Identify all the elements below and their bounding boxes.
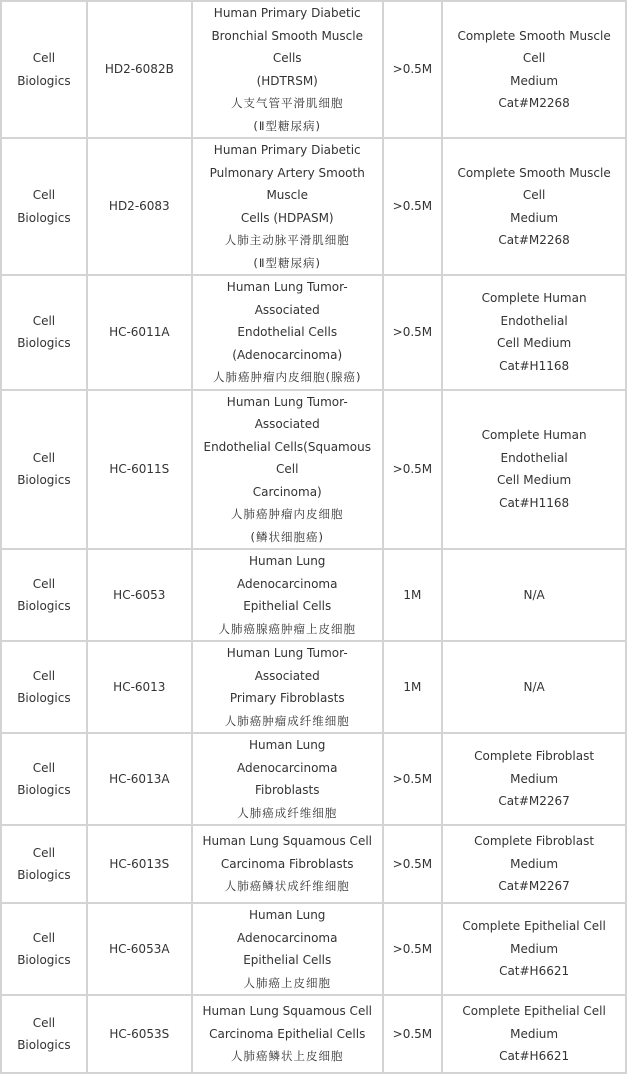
quantity: >0.5M [392,62,433,77]
product-name-en: (HDTRSM) [256,73,318,88]
catalog-number: HC-6013S [109,856,170,871]
supplier-text: Biologics [17,1038,71,1052]
supplier-text: Biologics [17,691,71,705]
product-name-en: Human Lung Adenocarcinoma [236,738,338,775]
quantity: >0.5M [392,199,433,214]
supplier-cell [2,391,86,549]
catalog-number-cell [88,550,191,640]
medium-cell [443,550,625,640]
supplier-text: Cell [32,313,56,328]
medium-text: Medium [510,210,559,225]
product-name-cell [193,826,382,902]
product-name-cn: 人肺癌腺癌肿瘤上皮细胞 [218,621,356,636]
product-name-cn: 人肺癌肿瘤成纤维细胞 [224,713,350,728]
quantity: 1M [403,587,422,602]
supplier-text: Biologics [17,953,71,967]
quantity-cell [384,826,442,902]
product-name-cn: 人肺癌鳞状上皮细胞 [230,1049,344,1064]
product-name-en: Human Lung Squamous Cell [202,1004,372,1019]
catalog-number-cell [88,826,191,902]
catalog-number-cell [88,734,191,824]
product-name-en: Human Lung Tumor-Associated [226,646,348,683]
product-name-en: Epithelial Cells [243,953,332,967]
medium-cell [443,276,625,389]
product-name-cell [193,996,382,1072]
catalog-number-cell [88,904,191,994]
product-table-body [2,2,625,1072]
product-name-cell [193,276,382,389]
product-name-cell [193,391,382,549]
product-name-cn: 人肺主动脉平滑肌细胞 [224,233,350,247]
supplier-cell [2,550,86,640]
supplier-cell [2,139,86,274]
supplier-cell [2,2,86,137]
medium-text: Cat#M2267 [498,794,570,809]
table-row [2,904,625,994]
quantity: >0.5M [392,462,433,476]
catalog-number: HC-6011S [109,462,170,476]
quantity: >0.5M [392,771,433,786]
medium-text: Cell Medium [496,336,572,351]
quantity-cell [384,996,442,1072]
product-name-en: Human Lung Tumor-Associated [226,280,348,317]
product-name-en: Human Primary Diabetic [213,143,361,157]
table-row [2,996,625,1072]
table-row [2,826,625,902]
product-name-en: Fibroblasts [254,783,320,797]
supplier-cell [2,642,86,732]
catalog-number: HD2-6082B [104,62,174,77]
medium-cell [443,139,625,274]
product-name-en: Human Lung Adenocarcinoma [236,554,338,591]
table-row [2,734,625,824]
medium-cell [443,2,625,137]
supplier-text: Biologics [17,599,71,613]
supplier-text: Cell [32,760,56,775]
product-name-cn: 人肺癌成纤维细胞 [237,805,338,820]
quantity-cell [384,139,442,274]
quantity-cell [384,734,442,824]
medium-text: Cat#H1168 [499,358,570,373]
medium-text: Cell Medium [496,473,572,488]
product-name-cell [193,734,382,824]
catalog-number: HD2-6083 [108,199,170,214]
medium-text: Complete Smooth Muscle Cell [457,165,611,202]
supplier-cell [2,826,86,902]
supplier-text: Cell [32,930,56,945]
supplier-text: Biologics [17,783,71,797]
supplier-text: Cell [32,576,56,591]
catalog-number: HC-6013A [109,771,170,786]
product-name-cell [193,550,382,640]
product-name-cn: 人肺癌上皮细胞 [243,975,331,990]
quantity: >0.5M [392,1026,433,1041]
quantity-cell [384,276,442,389]
quantity-cell [384,550,442,640]
product-name-en: Carcinoma Epithelial Cells [209,1026,366,1041]
supplier-cell [2,904,86,994]
catalog-number-cell [88,391,191,549]
product-name-en: Carcinoma Fibroblasts [220,856,354,871]
product-name-en: Carcinoma) [252,484,322,499]
medium-text: Cat#H1168 [499,495,570,510]
product-name-cn: 人肺癌鳞状成纤维细胞 [224,879,350,894]
quantity-cell [384,642,442,732]
medium-text: Cat#H6621 [499,964,570,979]
supplier-text: Cell [32,845,56,860]
catalog-number-cell [88,2,191,137]
product-name-en: Human Lung Tumor-Associated [226,394,348,431]
supplier-text: Cell [32,1015,56,1030]
catalog-number-cell [88,276,191,389]
product-name-en: Primary Fibroblasts [229,691,345,705]
product-name-cell [193,904,382,994]
catalog-number-cell [88,996,191,1072]
medium-text: Cat#M2268 [498,233,570,247]
table-row [2,2,625,137]
medium-text: Complete Human Endothelial [481,291,587,328]
medium-cell [443,391,625,549]
medium-text: Medium [510,941,559,956]
supplier-text: Cell [32,668,56,683]
table-row [2,642,625,732]
product-name-cell [193,642,382,732]
quantity-cell [384,2,442,137]
product-name-en: Epithelial Cells [243,599,332,613]
medium-cell [443,642,625,732]
supplier-text: Cell [32,51,56,65]
catalog-number: HC-6011A [109,325,170,339]
product-name-en: Cells (HDPASM) [240,210,334,225]
supplier-text: Biologics [17,210,71,225]
product-name-cn: 人肺癌肿瘤内皮细胞 [230,507,344,521]
medium-text: Cat#H6621 [499,1049,570,1064]
product-name-cn: 人支气管平滑肌细胞 [230,96,344,110]
table-row [2,276,625,389]
product-name-en: Human Primary Diabetic [213,6,361,20]
medium-text: Medium [510,1026,559,1041]
catalog-number: HC-6013 [113,679,166,694]
product-name-cell [193,2,382,137]
table-row [2,391,625,549]
medium-text: Complete Smooth Muscle Cell [457,28,611,65]
table-row [2,139,625,274]
medium-text: Complete Human Endothelial [481,428,587,465]
medium-text: Complete Epithelial Cell [462,1004,606,1019]
quantity-cell [384,904,442,994]
medium-text: Complete Fibroblast Medium [474,749,595,786]
product-name-en: Pulmonary Artery Smooth Muscle [209,165,365,202]
supplier-text: Cell [32,450,56,465]
medium-text: Medium [510,73,559,88]
table-row [2,550,625,640]
medium-cell [443,826,625,902]
supplier-cell [2,734,86,824]
quantity-cell [384,391,442,549]
quantity: >0.5M [392,325,433,339]
supplier-text: Biologics [17,868,71,882]
medium-cell [443,996,625,1072]
catalog-number-cell [88,642,191,732]
product-name-cell [193,139,382,274]
supplier-text: Cell [32,188,56,202]
medium-text: N/A [523,679,545,694]
catalog-number: HC-6053 [113,587,166,602]
quantity: >0.5M [392,856,433,871]
supplier-text: Biologics [17,473,71,488]
supplier-cell [2,276,86,389]
catalog-number: HC-6053S [109,1026,170,1041]
medium-text: Complete Epithelial Cell [462,919,606,934]
product-name-cn: (Ⅱ型糖尿病) [253,118,322,133]
product-name-cn: 人肺癌肿瘤内皮细胞(腺癌) [212,370,362,384]
medium-cell [443,904,625,994]
medium-text: Complete Fibroblast Medium [474,834,595,871]
product-name-en: (Adenocarcinoma) [232,347,343,362]
medium-text: N/A [523,587,545,602]
product-name-cn: (鳞状细胞癌) [250,529,324,544]
catalog-number: HC-6053A [109,941,170,956]
quantity: >0.5M [392,941,433,956]
medium-text: Cat#M2268 [498,96,570,110]
medium-cell [443,734,625,824]
product-name-cn: (Ⅱ型糖尿病) [253,255,322,270]
quantity: 1M [403,679,422,694]
catalog-number-cell [88,139,191,274]
supplier-text: Biologics [17,336,71,351]
medium-text: Cat#M2267 [498,879,570,894]
product-name-en: Bronchial Smooth Muscle Cells [211,28,363,65]
product-name-en: Human Lung Adenocarcinoma [236,908,338,945]
supplier-cell [2,996,86,1072]
product-name-en: Endothelial Cells(Squamous Cell [203,439,371,476]
product-name-en: Endothelial Cells [237,325,338,339]
product-name-en: Human Lung Squamous Cell [202,834,372,849]
supplier-text: Biologics [17,73,71,88]
